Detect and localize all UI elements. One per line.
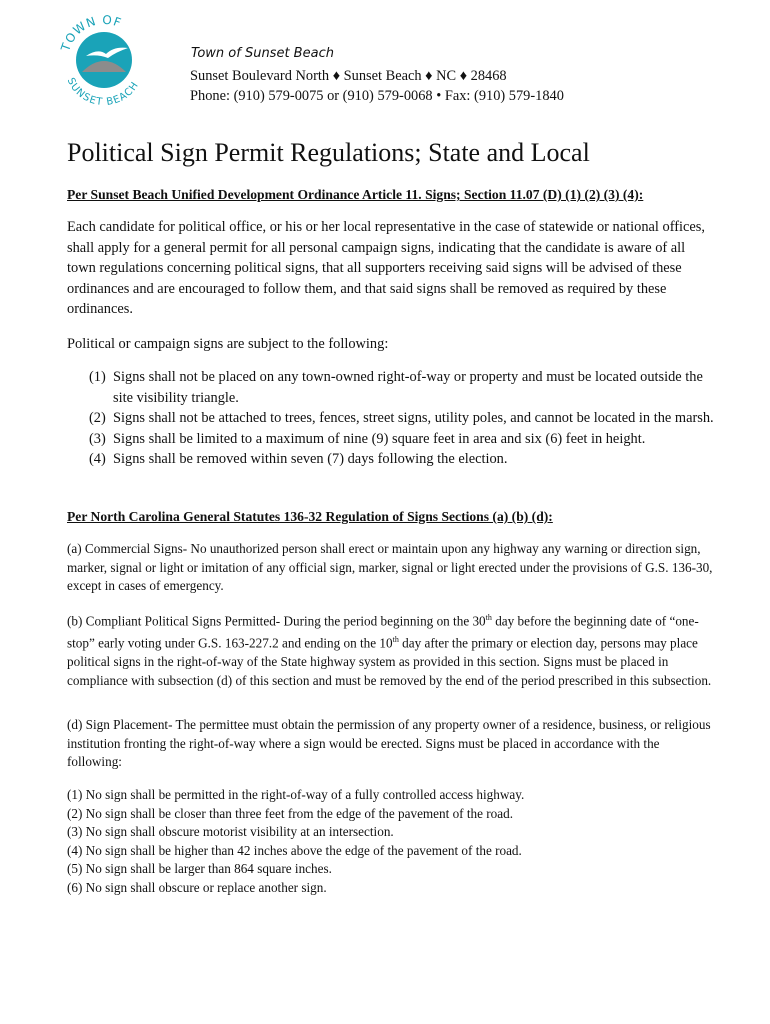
list-item: (2) Signs shall not be attached to trees, fences, street signs, utility poles, and cannot be located in the marsh. [89, 410, 714, 427]
state-paragraph-b: (b) Compliant Political Signs Permitted- During the period beginning on the 30th day before the beginning date of “one-stop” early voting under G.S. 163-227.2 and ending on the 10th day after the primary or election day, persons may place political signs in the right-of-way of the State highway system as provided in this section. Signs must be placed in compliance with subsection (d) of this section and must be removed by the end of the period prescribed in this subsection. [67, 613, 712, 688]
list-item: (5) No sign shall be larger than 864 square inches. [67, 861, 332, 877]
phone-line: Phone: (910) 579-0075 or (910) 579-0068 • Fax: (910) 579-1840 [190, 88, 564, 104]
list-item: (4) No sign shall be higher than 42 inches above the edge of the pavement of the road. [67, 842, 522, 858]
letterhead [190, 46, 564, 106]
address-line: Sunset Boulevard North ♦ Sunset Beach ♦ NC ♦ 28468 [190, 68, 507, 84]
state-section-heading: Per North Carolina General Statutes 136-32 Regulation of Signs Sections (a) (b) (d): [67, 509, 553, 524]
local-rules-list [67, 367, 717, 470]
seal-text-bottom: SUNSET BEACH [64, 76, 142, 108]
state-paragraph-a: (a) Commercial Signs- No unauthorized person shall erect or maintain upon any highway any warning or direction sign, marker, signal or light or imitation of any official sign, marker, signal or light erected under the provisions of G.S. 136-30, except in cases of emergency. [67, 541, 713, 594]
state-paragraph-d: (d) Sign Placement- The permittee must obtain the permission of any property owner of a residence, business, or religious institution fronting the right-of-way where a sign would be erected. Signs must be placed in accordance with the following: [67, 717, 711, 770]
local-section-heading: Per Sunset Beach Unified Development Ordinance Article 11. Signs; Section 11.07 (D) (1) (2) (3) (4): [67, 187, 644, 202]
seal-circle [76, 32, 132, 88]
list-item: (1) Signs shall not be placed on any town-owned right-of-way or property and must be located outside the site visibility triangle. [89, 369, 703, 406]
local-paragraph-1: Each candidate for political office, or his or her local representative in the case of statewide or national offices, shall apply for a general permit for all personal campaign signs, indicating that the candidate is aware of all town regulations concerning political signs, that all supporters receiving said signs will be advised of these ordinances and are encouraged to follow them, and that said signs shall be removed as required by these ordinances. [67, 219, 705, 318]
list-item: (3) No sign shall obscure motorist visibility at an intersection. [67, 824, 394, 840]
state-rules-list [67, 786, 717, 898]
town-name: Town of Sunset Beach [191, 46, 334, 61]
list-item: (2) No sign shall be closer than three feet from the edge of the pavement of the road. [67, 805, 514, 821]
seal-text-top: TOWN OF [58, 12, 124, 53]
list-item: (4) Signs shall be removed within seven (7) days following the election. [89, 451, 508, 468]
list-item: (1) No sign shall be permitted in the right-of-way of a fully controlled access highway. [67, 787, 525, 802]
list-item: (6) No sign shall obscure or replace another sign. [67, 879, 327, 895]
page-title: Political Sign Permit Regulations; State and Local [67, 138, 590, 167]
list-item: (3) Signs shall be limited to a maximum of nine (9) square feet in area and six (6) feet in height. [89, 430, 646, 447]
town-seal-logo [56, 12, 152, 108]
local-paragraph-2: Political or campaign signs are subject to the following: [67, 336, 389, 352]
